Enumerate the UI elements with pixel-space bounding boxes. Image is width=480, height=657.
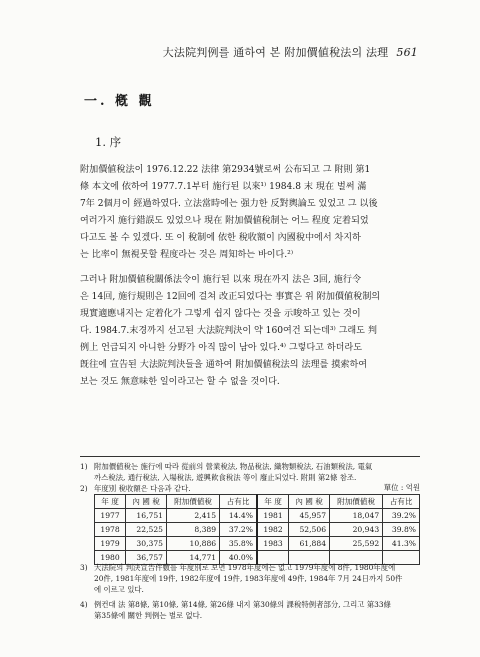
- paragraph-line: 그러나 附加價値稅關係法令이 施行된 以來 現在까지 法은 3回, 施行令: [80, 275, 362, 285]
- running-header: [163, 44, 418, 60]
- paragraph-1: [80, 162, 417, 264]
- footnote-2: [80, 483, 420, 494]
- table-cell: 8,389: [166, 523, 219, 537]
- table-row: [95, 509, 420, 523]
- table-cell: 40.0%: [220, 551, 257, 565]
- footnote-number: 3): [80, 563, 88, 572]
- paragraph-line: 다. 1984.7.末경까지 선고된 大法院判決이 약 160여건 되는데³⁾ 그래도 判: [80, 326, 377, 336]
- table-cell: 18,047: [330, 509, 383, 523]
- col-header: 占有比: [383, 495, 420, 509]
- paragraph-line: 條 本文에 依하여 1977.7.1부터 施行된 以來¹⁾ 1984.8 末 現在 벌써 滿: [80, 182, 367, 192]
- footnote-number: 4): [80, 600, 88, 609]
- footnote-divider: [80, 456, 420, 457]
- table-cell: 36,757: [126, 551, 167, 565]
- table-cell: 1983: [257, 537, 289, 551]
- paragraph-line: 例上 언급되지 아니한 分野가 아직 많이 남아 있다.⁴⁾ 그렇다고 하더라도: [80, 343, 362, 353]
- paragraph-line: 보는 것도 無意味한 일이라고는 할 수 없을 것이다.: [80, 377, 280, 387]
- table-header-row: [95, 495, 420, 509]
- tax-revenue-table: [94, 494, 420, 565]
- paragraph-line: 現實適應내지는 定着化가 그렇게 쉽지 않다는 것을 示唆하고 있는 것이: [80, 309, 361, 319]
- table-row: [95, 523, 420, 537]
- table-cell: 41.3%: [383, 537, 420, 551]
- table-cell: 14.4%: [220, 509, 257, 523]
- table-row: [95, 537, 420, 551]
- table-cell: 1978: [95, 523, 126, 537]
- table-cell: 30,375: [126, 537, 167, 551]
- footnote-line: 大法院의 判決宣告件數를 年度別로 보면 1978年度에는 없고 1979年度에 8件, 1980年度에: [94, 563, 396, 572]
- table-cell: 39.8%: [383, 523, 420, 537]
- paragraph-2: [80, 272, 417, 391]
- footnote-3: [80, 562, 420, 595]
- table-cell: 1980: [95, 551, 126, 565]
- paragraph-line: 旣往에 宣告된 大法院判決들을 通하여 附加價値稅法의 法理를 摸索하여: [80, 360, 368, 370]
- running-header-title: 大法院判例를 通하여 본 附加價値稅法의 法理: [162, 46, 389, 59]
- table-cell: 39.2%: [383, 509, 420, 523]
- table-cell: 14,771: [166, 551, 219, 565]
- table-cell: 20,943: [330, 523, 383, 537]
- table-cell: 16,751: [126, 509, 167, 523]
- table-cell: 22,525: [126, 523, 167, 537]
- col-header: 內 國 稅: [126, 495, 167, 509]
- table-cell: 1979: [95, 537, 126, 551]
- col-header: 附加價値稅: [330, 495, 383, 509]
- table-cell: 37.2%: [220, 523, 257, 537]
- footnote-line: 例컨대 法 第8條, 第10條, 第14條, 第26條 내지 第30條의 課稅特例者部分, 그리고 第33條: [94, 600, 391, 609]
- table-cell: 1982: [257, 523, 289, 537]
- col-header: 內 國 稅: [289, 495, 330, 509]
- table-cell: 61,884: [289, 537, 330, 551]
- col-header: 占有比: [220, 495, 257, 509]
- page-number: 561: [396, 46, 418, 59]
- footnote-text: 年度別 稅收額은 다음과 같다.: [94, 484, 191, 493]
- table-cell: 2,415: [166, 509, 219, 523]
- footnote-line: 까스稅法, 通行稅法, 入場稅法, 遊興飮食稅法 等이 廢止되었다. 附則 第2條 참조.: [94, 473, 357, 482]
- footnote-line: 20件, 1981年度에 19件, 1982年度에 19件, 1983年度에 49件, 1984年 7月 24日까지 50件: [94, 574, 403, 583]
- table-unit-label: 單位 : 억원: [383, 483, 420, 492]
- paragraph-line: 附加價値稅法이 1976.12.22 法律 第2934號로써 公布되고 그 附則 第1: [80, 165, 371, 175]
- col-header: 附加價値稅: [166, 495, 219, 509]
- section-title: 一. 槪 觀: [84, 94, 155, 109]
- paragraph-line: 여러가지 施行錯誤도 있었으나 現在 附加價値稅制는 어느 程度 定着되었: [80, 216, 369, 226]
- paragraph-line: 는 比率이 無視못할 程度라는 것은 周知하는 바이다.²⁾: [80, 250, 294, 260]
- table-cell: 52,506: [289, 523, 330, 537]
- col-header: 年 度: [95, 495, 126, 509]
- footnote-number: 1): [80, 462, 88, 471]
- table-cell: 35.8%: [220, 537, 257, 551]
- col-header: 年 度: [257, 495, 289, 509]
- subsection-title: 1. 序: [95, 135, 122, 149]
- table-cell: 1981: [257, 509, 289, 523]
- paragraph-line: 7年 2個月이 經過하였다. 立法當時에는 强力한 反對輿論도 있었고 그 以後: [80, 199, 378, 209]
- footnote-line: 에 이르고 있다.: [94, 585, 144, 594]
- footnote-line: 附加價値稅는 施行에 따라 從前의 營業稅法, 物品稅法, 織物類稅法, 石油類稅法, 電氣: [94, 462, 373, 471]
- paragraph-line: 다고도 볼 수 있겠다. 또 이 稅制에 依한 稅收額이 內國稅中에서 차지하: [80, 233, 361, 243]
- table-cell: 45,957: [289, 509, 330, 523]
- paragraph-line: 은 14回, 施行規則은 12回에 걸쳐 改正되었다는 事實은 위 附加價値稅制의: [80, 292, 381, 302]
- footnote-number: 2): [80, 484, 88, 493]
- footnote-1: [80, 461, 420, 483]
- table-cell: 1977: [95, 509, 126, 523]
- footnote-line: 第35條에 關한 判例는 별로 없다.: [94, 611, 203, 620]
- table-cell: 10,886: [166, 537, 219, 551]
- table-cell: 25,592: [330, 537, 383, 551]
- footnote-4: [80, 599, 420, 621]
